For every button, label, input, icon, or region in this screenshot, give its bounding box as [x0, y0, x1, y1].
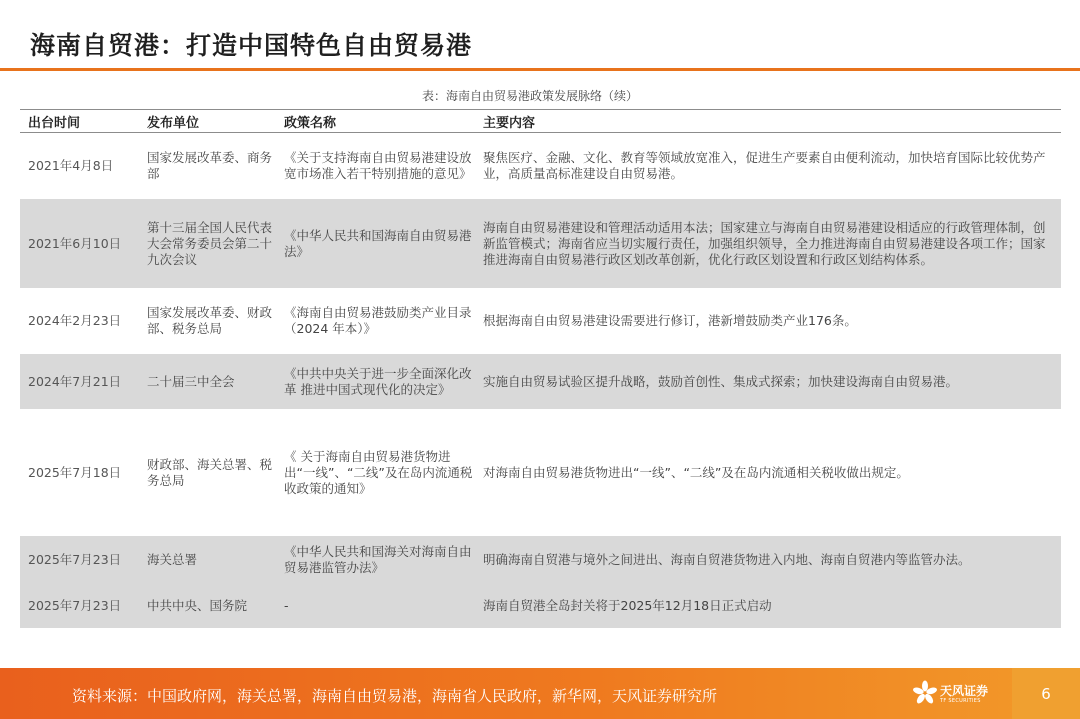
cell-issuer: 中共中央、国务院 — [147, 598, 248, 613]
cell-date: 2025年7月23日 — [28, 598, 122, 613]
title-divider — [0, 68, 1080, 71]
cell-content: 聚焦医疗、金融、文化、教育等领域放宽准入，促进生产要素自由便利流动，加快培育国际比较优势产业，高质量高标准建设自由贸易港。 — [483, 150, 1046, 181]
cell-issuer: 国家发展改革委、商务部 — [147, 150, 273, 181]
cell-date: 2025年7月23日 — [28, 552, 122, 567]
cell-issuer: 第十三届全国人民代表大会常务委员会第二十九次会议 — [147, 219, 273, 267]
cell-date: 2024年2月23日 — [28, 313, 122, 328]
cell-issuer: 国家发展改革委、财政部、税务总局 — [147, 305, 273, 336]
header-policy: 政策名称 — [284, 115, 337, 131]
logo-name: 天风证券 — [940, 684, 989, 698]
table-caption: 表：海南自由贸易港政策发展脉络（续） — [421, 89, 638, 103]
table-row — [20, 354, 1061, 409]
page-number: 6 — [1012, 668, 1080, 719]
cell-date: 2025年7月18日 — [28, 464, 122, 480]
table-row — [20, 536, 1061, 584]
company-logo — [912, 678, 1002, 710]
table-row — [20, 288, 1061, 354]
cell-issuer: 二十届三中全会 — [147, 373, 235, 389]
cell-date: 2021年6月10日 — [28, 235, 122, 251]
cell-content: 实施自由贸易试验区提升战略，鼓励首创性、集成式探索；加快建设海南自由贸易港。 — [483, 373, 959, 389]
cell-policy: 《关于支持海南自由贸易港建设放宽市场准入若干特别措施的意见》 — [284, 150, 472, 181]
cell-content: 海南自贸港全岛封关将于2025年12月18日正式启动 — [483, 598, 772, 613]
cell-content: 明确海南自贸港与境外之间进出、海南自贸港货物进入内地、海南自贸港内等监管办法。 — [483, 552, 971, 567]
source-note: 资料来源：中国政府网，海关总署，海南自由贸易港，海南省人民政府，新华网，天风证券研究所 — [72, 687, 718, 705]
cell-content: 对海南自由贸易港货物进出“一线”、“二线”及在岛内流通相关税收做出规定。 — [483, 464, 909, 480]
header-issuer: 发布单位 — [147, 115, 200, 131]
table-header — [20, 109, 1061, 133]
cell-policy: - — [284, 598, 289, 613]
header-content: 主要内容 — [483, 115, 536, 131]
cell-content: 海南自由贸易港建设和管理活动适用本法；国家建立与海南自由贸易港建设相适应的行政管理体制，创新监管模式；海南省应当切实履行责任，加强组织领导，全力推进海南自由贸易港建设各项工作；国家推进海南自由贸易港行政区划改革创新，优化行政区划设置和行政区划结构体系。 — [483, 219, 1046, 267]
cell-issuer: 财政部、海关总署、税务总局 — [147, 456, 273, 488]
cell-policy: 《中华人民共和国海南自由贸易港法》 — [284, 227, 472, 259]
cell-policy: 《 关于海南自由贸易港货物进出“一线”、“二线”及在岛内流通税收政策的通知》 — [284, 448, 473, 496]
cell-date: 2024年7月21日 — [28, 373, 122, 389]
logo-english-name: TF SECURITIES — [940, 698, 981, 704]
table-row — [20, 199, 1061, 288]
cell-policy: 《中共中央关于进一步全面深化改革 推进中国式现代化的决定》 — [284, 365, 472, 397]
policy-table — [20, 109, 1061, 628]
page-title: 海南自贸港：打造中国特色自由贸易港 — [30, 31, 473, 60]
header-date: 出台时间 — [28, 115, 81, 131]
table-row — [20, 409, 1061, 536]
cell-date: 2021年4月8日 — [28, 158, 114, 173]
footer-bar — [0, 668, 1080, 719]
cell-policy: 《海南自由贸易港鼓励类产业目录（2024 年本）》 — [284, 305, 472, 336]
cell-issuer: 海关总署 — [147, 552, 198, 567]
table-row — [20, 584, 1061, 628]
pinwheel-icon — [912, 680, 938, 706]
cell-content: 根据海南自由贸易港建设需要进行修订，港新增鼓励类产业176条。 — [483, 313, 857, 328]
cell-policy: 《中华人民共和国海关对海南自由贸易港监管办法》 — [284, 544, 472, 575]
table-row — [20, 133, 1061, 199]
